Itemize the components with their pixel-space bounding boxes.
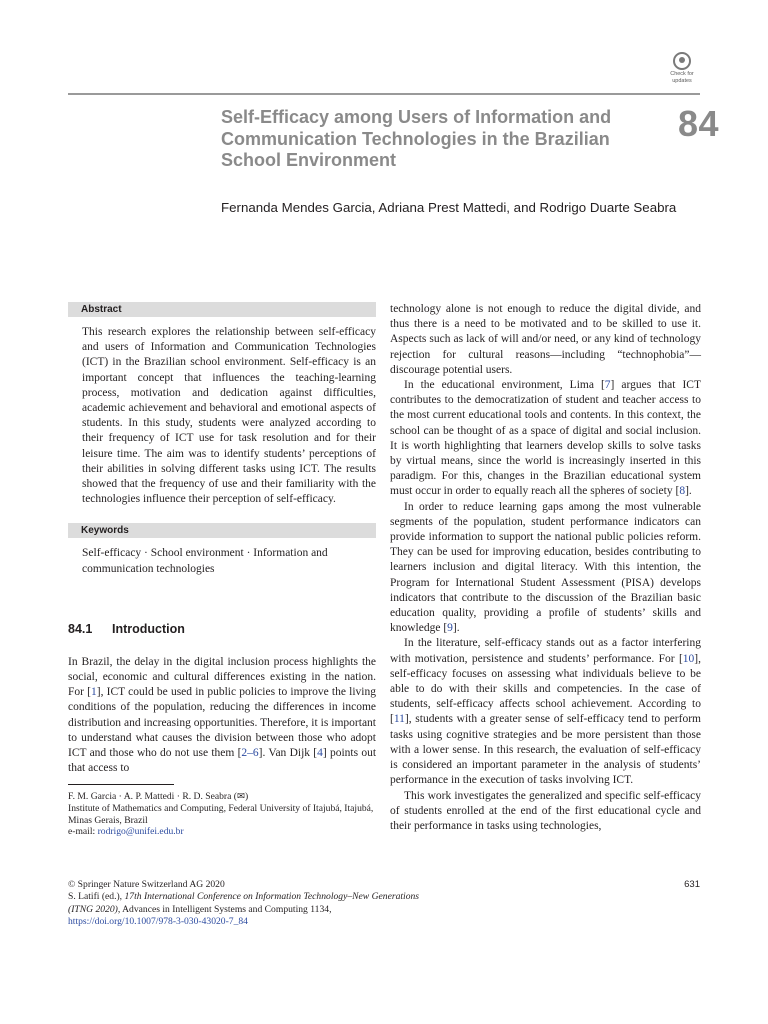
text-run: In order to reduce learning gaps among the most vulnerable segments of the population, student performance indicators can provide information to support the national public policies reform. They can be used for improving education, besides contributing to learners inclusion and digital literacy. With this intention, the Program for International Student Assessment (PISA) develops indicators that contribute to the discussion of the Brazilian basic education quality, providing a profile of students’ skills and knowledge [: [390, 500, 701, 635]
right-paragraph-3: [390, 636, 701, 788]
badge-line-2: updates: [672, 78, 692, 84]
text-run: ].: [685, 485, 692, 498]
citation-line-2: [68, 904, 700, 916]
badge-line-1: Check for: [670, 71, 694, 77]
copyright-line: © Springer Nature Switzerland AG 2020: [68, 879, 225, 890]
right-paragraph-4: This work investigates the generalized and specific self-efficacy of students enrolled at the end of the first educational cycle and their performance in tasks using technologies,: [390, 789, 701, 832]
text-run: ].: [452, 622, 460, 635]
section-heading-introduction: [68, 621, 376, 637]
citation-link[interactable]: 8: [679, 485, 686, 498]
left-column: [68, 302, 376, 838]
citation-link[interactable]: 11: [393, 713, 405, 726]
author-footnote: [68, 791, 376, 837]
doi-line: [68, 916, 700, 928]
check-for-updates-icon: [673, 52, 691, 70]
text-run: ]. Van Dijk [: [258, 747, 318, 760]
text-run: In the educational environment, Lima [: [404, 379, 605, 392]
header-rule: [68, 93, 700, 95]
text-run: ], self-efficacy focuses on assessing what individuals believe to be able to do with their skills and competencies. In the case of students, self-efficacy affects school achievement. According to [: [390, 652, 701, 726]
conference-acronym: (ITNG 2020): [68, 903, 118, 915]
email-link[interactable]: rodrigo@unifei.edu.br: [97, 826, 184, 838]
citation-line-1: [68, 891, 700, 903]
keywords-box: [68, 523, 376, 576]
section-title: Introduction: [112, 621, 185, 636]
check-for-updates-badge[interactable]: [664, 52, 700, 92]
text-run: ], students with a greater sense of self-efficacy tend to perform tasks using cognitive strategies and be more persistent than those with a lower sense. In this research, the evaluation of self-efficacy is considered an important parameter in the analysis of students’ performance in the execution of tasks involving ICT.: [390, 713, 701, 787]
email-label: e-mail:: [68, 826, 98, 838]
keywords-heading: Keywords: [68, 523, 376, 538]
abstract-box: [68, 302, 376, 507]
footnote-authors: F. M. Garcia · A. P. Mattedi · R. D. Seabra (✉): [68, 791, 249, 803]
footnote-divider: [68, 784, 174, 785]
text-run: S. Latifi (ed.),: [68, 891, 125, 903]
intro-paragraph-1: [68, 655, 376, 777]
conference-name: 17th International Conference on Information Technology–New Generations: [124, 891, 420, 903]
right-paragraph-2: [390, 500, 701, 637]
abstract-text: This research explores the relationship between self-efficacy and users of Information and Communication Technologies (ICT) in the Brazilian school environment. Self-efficacy is an important concept that influences the teaching-learning process, motivation and dedication against difficulties, academic achievement and behavioral and emotional aspects of students. In this study, students were analyzed according to their frequency of ICT use for task resolution and for their leisure time. The aim was to identify students’ perceptions of their abilities in solving different tasks using ICT. The results showed that the frequency of use and their familiarity with the technologies influence their perception of self-efficacy.: [82, 326, 376, 506]
right-paragraph-1: [390, 378, 701, 500]
text-run: ] points out that access to: [68, 747, 377, 775]
text-run: , Advances in Intelligent Systems and Computing 1134,: [117, 903, 332, 915]
citation-link[interactable]: 7: [604, 379, 611, 392]
text-run: ], ICT could be used in public policies to improve the living conditions of the population, reducing the differences in income distribution and increasing opportunities. Therefore, it is important to understand what causes the division between those who adopt ICT and those who do not use them [: [68, 686, 376, 760]
text-run: In Brazil, the delay in the digital inclusion process highlights the social, economic and cultural differences existing in the nation. For [: [68, 655, 376, 699]
right-paragraph-0: technology alone is not enough to reduce the digital divide, and thus there is a need to be motivated and to be skilled to use it. Aspects such as lack of will and/or need, or any kind of technology rejection for cultural reasons—including “technophobia”—discourage potential users.: [390, 303, 701, 376]
right-column: [390, 302, 701, 834]
chapter-number: 84: [678, 103, 720, 144]
keywords-text: Self-efficacy · School environment · Information and communication technologies: [82, 547, 328, 575]
text-run: In the literature, self-efficacy stands out as a factor interfering with motivation, persistence and students’ performance. For [: [390, 637, 701, 665]
citation-link[interactable]: 4: [317, 747, 323, 760]
citation-link[interactable]: 10: [682, 652, 695, 665]
author-list: Fernanda Mendes Garcia, Adriana Prest Mattedi, and Rodrigo Duarte Seabra: [221, 200, 677, 215]
footnote-affiliation: Institute of Mathematics and Computing, Federal University of Itajubá, Itajubá, Minas Gerais, Brazil: [68, 803, 374, 826]
section-number: 84.1: [68, 621, 93, 636]
paper-title: Self-Efficacy among Users of Information and Communication Technologies in the Brazilian School Environment: [221, 107, 612, 170]
footnote-email-line: [68, 826, 376, 838]
page-footer: [68, 879, 700, 929]
citation-link[interactable]: 2–6: [241, 747, 259, 760]
citation-link[interactable]: 1: [91, 686, 97, 699]
citation-link[interactable]: 9: [447, 622, 453, 635]
page-number: 631: [684, 879, 700, 890]
text-run: ] argues that ICT contributes to the democratization of student and teacher access to the most current educational tools and contents. In this context, the school can be thought of as a space of digital and social inclusion. It is worth highlighting that learners develop skills to solve tasks by virtual means, since the world is increasingly inserted in this paradigm. For this, changes in the Brazilian educational system must occur in order to equally reach all the spheres of society [: [390, 379, 701, 498]
doi-link[interactable]: https://doi.org/10.1007/978-3-030-43020-7_84: [68, 916, 248, 928]
abstract-heading: Abstract: [68, 302, 376, 317]
